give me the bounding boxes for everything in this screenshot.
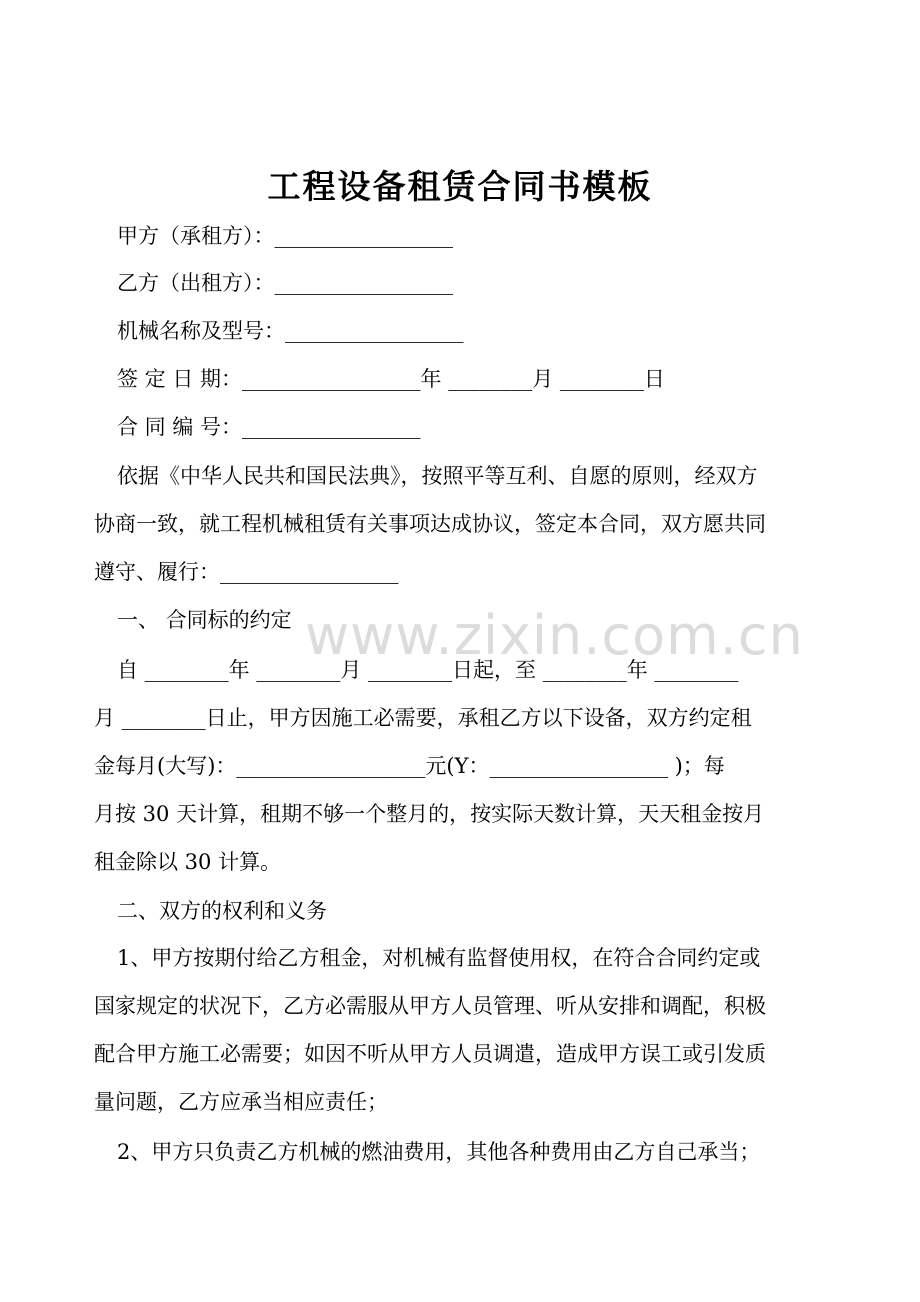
body-line: 2、甲方只负责乙方机械的燃油费用，其他各种费用由乙方自己承当； xyxy=(117,1140,761,1164)
document-title: 工程设备租赁合同书模板 xyxy=(267,167,653,206)
watermark: www.zixin.com.cn xyxy=(305,604,804,667)
body-line: 金每月(大写)：__________________元(Y：_________________ )；每 xyxy=(94,754,725,778)
body-line: 租金除以 30 计算。 xyxy=(94,850,282,874)
sign-date-line: 签 定 日 期：_________________年 ________月 ________日 xyxy=(117,367,665,391)
body-line: 配合甲方施工必需要；如因不听从甲方人员调遣，造成甲方误工或引发质 xyxy=(94,1042,766,1066)
contract-number-line: 合 同 编 号：_________________ xyxy=(117,415,421,439)
body-line: 量问题，乙方应承当相应责任； xyxy=(94,1090,388,1114)
body-line: 协商一致，就工程机械租赁有关事项达成协议，签定本合同，双方愿共同 xyxy=(94,512,766,536)
body-line: 1、甲方按期付给乙方租金，对机械有监督使用权，在符合合同约定或 xyxy=(117,946,761,970)
section-heading: 二、双方的权利和义务 xyxy=(117,899,327,923)
body-line: 月 ________日止，甲方因施工必需要，承租乙方以下设备，双方约定租 xyxy=(94,706,752,730)
body-line: 国家规定的状况下，乙方必需服从甲方人员管理、听从安排和调配，积极 xyxy=(94,994,766,1018)
machine-name-line: 机械名称及型号：_________________ xyxy=(117,319,464,343)
body-line: 自 ________年 ________月 ________日起，至 ________年 ________ xyxy=(117,658,739,682)
body-line: 依据《中华人民共和国民法典》，按照平等互利、自愿的原则，经双方 xyxy=(117,464,758,488)
party-a-line: 甲方（承租方）：_________________ xyxy=(117,224,453,248)
section-heading: 一、 合同标的约定 xyxy=(117,608,292,632)
body-line: 遵守、履行：_________________ xyxy=(94,560,399,584)
body-line: 月按 30 天计算，租期不够一个整月的，按实际天数计算，天天租金按月 xyxy=(94,802,765,826)
party-b-line: 乙方（出租方）：_________________ xyxy=(117,271,453,295)
